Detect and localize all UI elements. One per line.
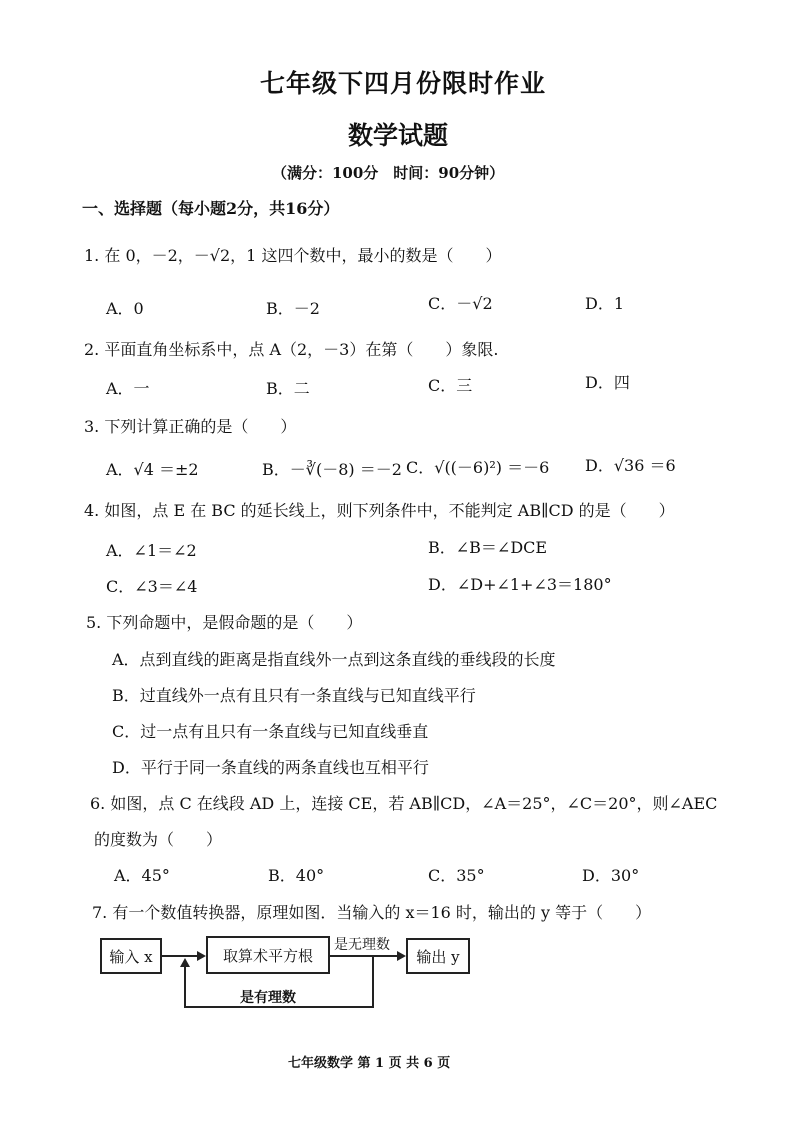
flowchart-process-box bbox=[206, 936, 330, 974]
question-3-option-d: D．√36 ＝6 bbox=[585, 456, 676, 475]
question-2-stem: 2. 平面直角坐标系中，点 A（2，－3）在第（ ）象限. bbox=[84, 340, 499, 359]
question-2-option-c: C．三 bbox=[428, 376, 473, 395]
flowchart-input-box bbox=[100, 938, 162, 974]
question-1-option-b: B．－2 bbox=[266, 299, 320, 318]
question-2-option-b: B．二 bbox=[266, 379, 310, 398]
flowchart-arrow-line-1 bbox=[162, 955, 198, 957]
flowchart-rational-label: 是有理数 bbox=[240, 990, 296, 1006]
question-5-option-c: C．过一点有且只有一条直线与已知直线垂直 bbox=[112, 722, 429, 741]
flowchart-output-label: 输出 y bbox=[416, 947, 460, 966]
question-3-option-b: B．－∛(－8) ＝－2 bbox=[262, 460, 402, 479]
flowchart-process-label: 取算术平方根 bbox=[222, 946, 313, 965]
question-3-stem: 3. 下列计算正确的是（ ） bbox=[84, 417, 297, 436]
page-title: 七年级下四月份限时作业 bbox=[260, 69, 547, 98]
question-6-stem: 6. 如图，点 C 在线段 AD 上，连接 CE，若 AB∥CD，∠A＝25°，∠C＝20°，则∠AEC bbox=[90, 794, 718, 813]
question-4-option-b: B．∠B＝∠DCE bbox=[428, 538, 548, 557]
question-5-option-d: D．平行于同一条直线的两条直线也互相平行 bbox=[112, 758, 429, 777]
question-3-option-a: A．√4 ＝±2 bbox=[106, 460, 199, 479]
question-5-option-b: B．过直线外一点有且只有一条直线与已知直线平行 bbox=[112, 686, 476, 705]
question-6-option-a: A．45° bbox=[114, 866, 170, 885]
question-4-option-d: D．∠D+∠1+∠3＝180° bbox=[428, 575, 612, 594]
page-footer: 七年级数学 第 1 页 共 6 页 bbox=[288, 1056, 451, 1071]
exam-meta: （满分：100分 时间：90分钟） bbox=[272, 164, 505, 182]
flowchart-arrow-line-2 bbox=[330, 955, 398, 957]
flowchart-arrow-head-2 bbox=[397, 951, 406, 961]
question-6-stem-continued: 的度数为（ ） bbox=[94, 830, 223, 849]
flowchart-loop-right-vertical bbox=[372, 956, 374, 1008]
flowchart-irrational-label: 是无理数 bbox=[334, 937, 390, 953]
question-7-stem: 7. 有一个数值转换器，原理如图．当输入的 x＝16 时，输出的 y 等于（ ） bbox=[92, 903, 652, 922]
question-2-option-d: D．四 bbox=[585, 373, 630, 392]
question-1-stem: 1. 在 0，－2，－√2，1 这四个数中，最小的数是（ ） bbox=[84, 246, 502, 265]
question-1-option-d: D．1 bbox=[585, 294, 625, 313]
question-3-option-c: C．√((－6)²) ＝－6 bbox=[406, 458, 550, 477]
question-6-option-d: D．30° bbox=[582, 866, 640, 885]
question-5-option-a: A．点到直线的距离是指直线外一点到这条直线的垂线段的长度 bbox=[112, 650, 556, 669]
flowchart-loop-arrow-head bbox=[180, 958, 190, 967]
flowchart-output-box bbox=[406, 938, 470, 974]
question-4-option-a: A．∠1＝∠2 bbox=[106, 541, 197, 560]
question-6-option-b: B．40° bbox=[268, 866, 325, 885]
question-2-option-a: A．一 bbox=[106, 379, 150, 398]
flowchart-loop-left-vertical bbox=[184, 966, 186, 1008]
question-4-stem: 4. 如图，点 E 在 BC 的延长线上，则下列条件中，不能判定 AB∥CD 的是（ ） bbox=[84, 501, 675, 520]
question-1-option-c: C．－√2 bbox=[428, 294, 493, 313]
question-6-option-c: C．35° bbox=[428, 866, 485, 885]
flowchart-arrow-head-1 bbox=[197, 951, 206, 961]
flowchart-input-label: 输入 x bbox=[109, 947, 153, 966]
page-subtitle: 数学试题 bbox=[348, 121, 449, 150]
section-heading: 一、选择题（每小题2分，共16分） bbox=[82, 199, 340, 218]
question-1-option-a: A．0 bbox=[106, 299, 144, 318]
question-4-option-c: C．∠3＝∠4 bbox=[106, 577, 198, 596]
question-5-stem: 5. 下列命题中，是假命题的是（ ） bbox=[86, 613, 363, 632]
